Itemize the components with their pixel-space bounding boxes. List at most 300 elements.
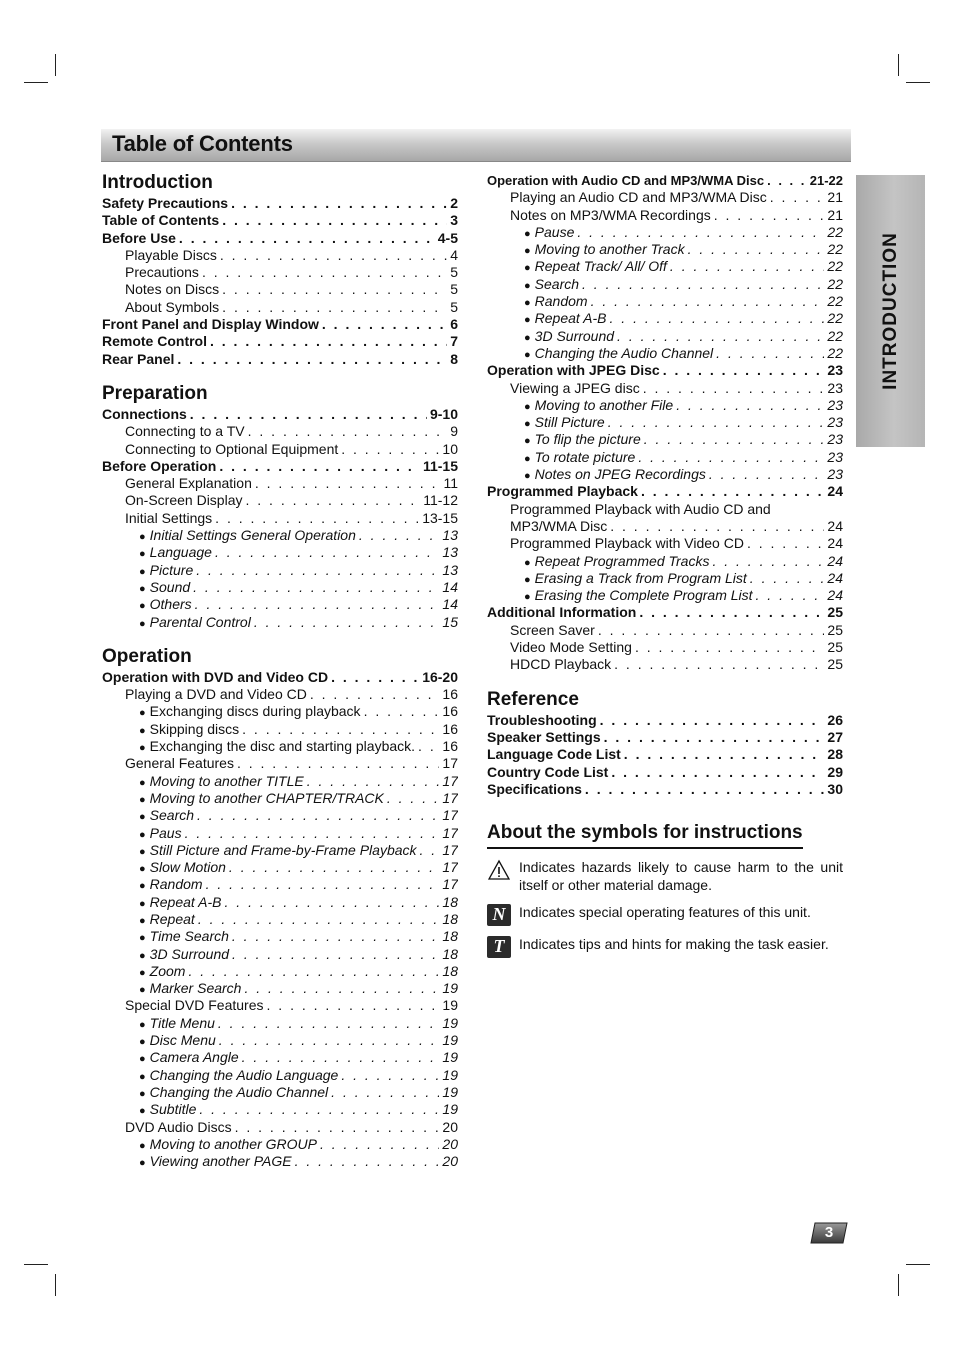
toc-entry-label: Operation with DVD and Video CD	[102, 668, 329, 685]
bullet-icon: ●	[524, 418, 531, 431]
toc-entry-label: Search	[149, 807, 195, 824]
toc-entry-page: 25	[827, 604, 843, 621]
toc-entry[interactable]	[487, 764, 843, 781]
toc-entry[interactable]	[487, 189, 843, 206]
symbol-item	[487, 936, 843, 958]
toc-entry-label: 3D Surround	[149, 945, 230, 962]
dot-leader	[222, 281, 447, 298]
toc-entry-label: Connecting to a TV	[125, 423, 245, 440]
toc-entry-page: 18	[442, 893, 458, 910]
toc-entry[interactable]	[102, 876, 458, 893]
toc-entry-label: Still Picture	[534, 414, 605, 431]
toc-entry-page: 18	[442, 945, 458, 962]
toc-entry[interactable]	[102, 738, 458, 755]
toc-entry-label: Zoom	[149, 962, 186, 979]
toc-entry-page: 23	[827, 448, 843, 465]
toc-entry-page: 3	[450, 212, 458, 229]
toc-entry[interactable]	[102, 773, 458, 790]
dot-leader	[232, 928, 440, 945]
toc-entry-label: Notes on MP3/WMA Recordings	[510, 206, 711, 223]
toc-entry[interactable]	[102, 790, 458, 807]
toc-entry[interactable]	[102, 579, 458, 596]
toc-entry[interactable]	[102, 333, 458, 350]
toc-entry[interactable]	[102, 1067, 458, 1084]
toc-entry[interactable]	[102, 1101, 458, 1118]
toc-entry[interactable]	[487, 587, 843, 604]
toc-entry-label: Notes on JPEG Recordings	[534, 466, 706, 483]
dot-leader	[770, 189, 825, 206]
toc-entry-label: Initial Settings General Operation	[149, 527, 356, 544]
dot-leader	[341, 1067, 439, 1084]
toc-entry[interactable]	[102, 527, 458, 544]
toc-entry[interactable]	[487, 328, 843, 345]
toc-entry-page: 22	[827, 241, 843, 258]
toc-entry-page: 23	[827, 414, 843, 431]
bullet-icon: ●	[139, 707, 146, 720]
dot-leader	[193, 579, 439, 596]
dot-leader	[185, 825, 440, 842]
toc-entry-page: 19	[442, 1014, 458, 1031]
toc-entry-page: 22	[827, 344, 843, 361]
toc-entry-page: 16	[442, 686, 458, 703]
toc-left-column	[102, 172, 458, 1170]
title-bar	[101, 129, 851, 162]
toc-entry-page: 24	[827, 483, 843, 500]
bullet-icon: ●	[524, 400, 531, 413]
dot-leader	[610, 518, 824, 535]
toc-entry[interactable]	[102, 721, 458, 738]
dot-leader	[611, 764, 824, 781]
toc-entry-page: 18	[442, 910, 458, 927]
toc-entry-label: Front Panel and Display Window	[102, 316, 319, 333]
toc-entry[interactable]	[102, 1119, 458, 1136]
toc-entry[interactable]	[487, 449, 843, 466]
toc-entry-label: Remote Control	[102, 333, 207, 350]
bullet-icon: ●	[524, 245, 531, 258]
toc-entry[interactable]	[487, 746, 843, 763]
toc-entry[interactable]	[487, 293, 843, 310]
dot-leader	[331, 1084, 439, 1101]
toc-entry[interactable]	[102, 963, 458, 980]
toc-entry-label: Special DVD Features	[125, 997, 264, 1014]
dot-leader	[190, 406, 427, 423]
toc-entry[interactable]	[102, 562, 458, 579]
toc-entry[interactable]	[487, 570, 843, 587]
dot-leader	[420, 842, 440, 859]
symbol-description: Indicates special operating features of this unit.	[519, 904, 811, 921]
dot-leader	[643, 380, 825, 397]
dot-leader	[364, 703, 440, 720]
toc-entry[interactable]	[487, 172, 843, 189]
toc-entry-label: Picture	[149, 561, 194, 578]
toc-entry-page: 22	[827, 258, 843, 275]
section-heading: Preparation	[102, 382, 208, 404]
toc-entry-page: 2	[450, 195, 458, 211]
toc-entry-label: Moving to another GROUP	[149, 1135, 317, 1152]
toc-entry-label: Random	[534, 293, 588, 310]
toc-entry[interactable]	[102, 859, 458, 876]
toc-entry-label: Repeat	[149, 910, 195, 927]
toc-entry[interactable]	[102, 946, 458, 963]
toc-entry[interactable]	[487, 224, 843, 241]
dot-leader	[663, 362, 825, 379]
toc-entry[interactable]	[487, 712, 843, 729]
toc-entry[interactable]	[487, 258, 843, 275]
bullet-icon: ●	[139, 1105, 146, 1118]
toc-entry-label: MP3/WMA Disc	[510, 517, 608, 534]
toc-entry-page: 24	[827, 535, 843, 552]
bullet-icon: ●	[139, 1087, 146, 1100]
dot-leader	[624, 746, 825, 763]
toc-entry-page: 24	[827, 569, 843, 586]
toc-entry[interactable]	[487, 656, 843, 673]
dot-leader	[254, 614, 440, 631]
bullet-icon: ●	[139, 845, 146, 858]
toc-entry-page: 20	[442, 1118, 458, 1135]
dot-leader	[232, 946, 439, 963]
toc-entry-label: Exchanging the disc and starting playback.	[149, 738, 416, 755]
toc-entry[interactable]	[487, 639, 843, 656]
dot-leader	[756, 587, 825, 604]
toc-entry[interactable]	[102, 195, 458, 212]
toc-entry-label: Language	[149, 544, 212, 561]
toc-entry-page: 7	[450, 333, 458, 350]
toc-entry[interactable]	[102, 458, 458, 475]
toc-entry[interactable]	[102, 475, 458, 492]
bullet-icon: ●	[139, 1139, 146, 1152]
bullet-icon: ●	[139, 548, 146, 561]
toc-entry-label: Programmed Playback with Video CD	[510, 535, 744, 552]
dot-leader	[197, 807, 439, 824]
toc-entry[interactable]	[102, 230, 458, 247]
toc-entry[interactable]	[102, 1084, 458, 1101]
toc-entry[interactable]	[102, 544, 458, 561]
dot-leader	[237, 755, 439, 772]
toc-right-sections	[487, 172, 843, 798]
dot-leader	[235, 1119, 440, 1136]
bullet-icon: ●	[139, 863, 146, 876]
toc-entry-label: Random	[149, 876, 203, 893]
toc-entry-label: Repeat A-B	[534, 310, 607, 327]
dot-leader	[307, 773, 440, 790]
dot-leader	[598, 622, 825, 639]
dot-leader	[195, 596, 440, 613]
toc-entry-page: 6	[450, 316, 458, 333]
dot-leader	[600, 712, 825, 729]
toc-entry[interactable]	[487, 345, 843, 362]
toc-entry-label: Additional Information	[487, 604, 637, 621]
toc-entry[interactable]	[487, 380, 843, 397]
toc-entry-page: 5	[450, 298, 458, 315]
toc-entry-page: 4-5	[437, 229, 458, 246]
toc-entry[interactable]	[102, 299, 458, 316]
toc-entry-page: 11-12	[423, 492, 458, 509]
toc-right-column	[487, 172, 843, 958]
bullet-icon: ●	[139, 966, 146, 979]
toc-entry-label: Screen Saver	[510, 621, 595, 638]
toc-entry[interactable]	[487, 553, 843, 570]
toc-entry[interactable]	[102, 669, 458, 686]
toc-entry[interactable]	[102, 911, 458, 928]
page-title: Table of Contents	[112, 131, 293, 156]
toc-entry[interactable]	[102, 980, 458, 997]
toc-entry-page: 17	[442, 755, 458, 772]
dot-leader	[617, 328, 824, 345]
toc-entry[interactable]	[102, 1015, 458, 1032]
toc-entry[interactable]	[102, 423, 458, 440]
toc-entry-label: Slow Motion	[149, 859, 226, 876]
page-number: 3	[824, 1224, 834, 1241]
toc-entry[interactable]	[102, 441, 458, 458]
toc-entry-label: Repeat A-B	[149, 893, 222, 910]
toc-entry-label: Changing the Audio Channel	[534, 344, 714, 361]
toc-entry-page: 22	[827, 327, 843, 344]
toc-entry[interactable]	[102, 686, 458, 703]
toc-entry[interactable]	[102, 316, 458, 333]
symbol-description: Indicates tips and hints for making the task easier.	[519, 936, 829, 953]
toc-entry[interactable]	[102, 492, 458, 509]
crop-mark-bottom-left-h	[24, 1264, 48, 1265]
dot-leader	[188, 963, 439, 980]
toc-entry-page: 22	[827, 223, 843, 240]
bullet-icon: ●	[139, 949, 146, 962]
toc-entry-page: 25	[827, 656, 843, 673]
toc-entry[interactable]	[487, 431, 843, 448]
toc-entry-page: 19	[442, 1066, 458, 1083]
toc-entry-label: Erasing the Complete Program List	[534, 587, 753, 604]
dot-leader	[219, 1032, 440, 1049]
dot-leader	[215, 544, 439, 561]
toc-entry-page: 21	[827, 189, 843, 206]
toc-entry[interactable]	[487, 310, 843, 327]
dot-leader	[644, 431, 825, 448]
toc-entry-label: Initial Settings	[125, 509, 213, 526]
dot-leader	[359, 527, 440, 544]
toc-entry-page: 23	[827, 396, 843, 413]
toc-entry-label: Subtitle	[149, 1101, 197, 1118]
toc-entry[interactable]	[102, 1136, 458, 1153]
toc-entry[interactable]	[102, 1153, 458, 1170]
toc-entry-page: 16-20	[422, 668, 458, 685]
toc-entry-label: Viewing another PAGE	[149, 1153, 292, 1170]
toc-entry-page: 16	[442, 738, 458, 755]
toc-entry-page: 28	[827, 746, 843, 763]
dot-leader	[716, 345, 824, 362]
toc-entry[interactable]	[487, 362, 843, 379]
toc-entry[interactable]	[102, 510, 458, 527]
toc-entry[interactable]	[102, 997, 458, 1014]
bullet-icon: ●	[139, 742, 146, 755]
toc-entry[interactable]	[102, 807, 458, 824]
dot-leader	[198, 911, 440, 928]
toc-entry-label: Country Code List	[487, 763, 609, 780]
toc-entry-page: 8	[450, 350, 458, 367]
bullet-icon: ●	[524, 331, 531, 344]
toc-entry-page: 26	[827, 711, 843, 728]
dot-leader	[747, 535, 824, 552]
toc-entry-page: 19	[442, 980, 458, 997]
symbols-list	[487, 859, 843, 958]
toc-entry-label: Repeat Track/ All/ Off	[534, 258, 667, 275]
crop-mark-top-right-v	[898, 54, 899, 76]
toc-entry[interactable]	[102, 247, 458, 264]
toc-entry[interactable]	[487, 241, 843, 258]
bullet-icon: ●	[524, 573, 531, 586]
toc-entry-label: Title Menu	[149, 1014, 215, 1031]
bullet-icon: ●	[139, 582, 146, 595]
toc-entry-label: HDCD Playback	[510, 656, 612, 673]
toc-entry-label: Erasing a Track from Program List	[534, 569, 747, 586]
toc-entry-label: Playing an Audio CD and MP3/WMA Disc	[510, 189, 767, 206]
toc-entry-page: 21-22	[809, 173, 843, 188]
toc-entry[interactable]	[102, 755, 458, 772]
toc-entry-page: 14	[442, 578, 458, 595]
dot-leader	[177, 351, 447, 368]
toc-entry[interactable]	[102, 928, 458, 945]
toc-entry-label: Still Picture and Frame-by-Frame Playback	[149, 841, 417, 858]
toc-entry[interactable]	[487, 781, 843, 798]
toc-entry[interactable]	[487, 518, 843, 535]
toc-entry[interactable]	[102, 825, 458, 842]
bullet-icon: ●	[139, 897, 146, 910]
toc-entry-page: 5	[450, 264, 458, 281]
crop-mark-top-left-h	[24, 82, 48, 83]
bullet-icon: ●	[139, 617, 146, 630]
toc-entry-label: General Features	[125, 755, 234, 772]
toc-entry[interactable]	[102, 894, 458, 911]
toc-entry-page: 23	[827, 431, 843, 448]
toc-entry-label: Repeat Programmed Tracks	[534, 552, 710, 569]
toc-entry-label: Moving to another File	[534, 396, 674, 413]
toc-entry-label: Disc Menu	[149, 1032, 216, 1049]
toc-entry-page: 13-15	[422, 509, 458, 526]
dot-leader	[202, 264, 447, 281]
toc-entry-label: Changing the Audio Language	[149, 1066, 339, 1083]
about-symbols-section	[487, 798, 843, 958]
dot-leader	[591, 293, 825, 310]
toc-entry-label: Viewing a JPEG disc	[510, 379, 640, 396]
toc-entry-label: Notes on Discs	[125, 281, 220, 298]
toc-entry-page: 19	[442, 997, 458, 1014]
dot-leader	[199, 1101, 439, 1118]
section-heading: Operation	[102, 645, 192, 667]
toc-entry[interactable]	[102, 614, 458, 631]
dot-leader	[196, 562, 439, 579]
toc-entry[interactable]	[487, 207, 843, 224]
toc-entry-label: Operation with Audio CD and MP3/WMA Disc	[487, 173, 765, 188]
about-symbols-title: About the symbols for instructions	[487, 822, 803, 849]
toc-entry-page: 13	[442, 544, 458, 561]
toc-entry[interactable]	[487, 466, 843, 483]
toc-entry-label: Moving to another CHAPTER/TRACK	[149, 789, 384, 806]
toc-entry-label: Sound	[149, 578, 191, 595]
toc-entry-page: 10	[442, 440, 458, 457]
crop-mark-bottom-left-v	[55, 1274, 56, 1296]
toc-entry-label: Playable Discs	[125, 246, 217, 263]
dot-leader	[582, 276, 824, 293]
dot-leader	[222, 212, 447, 229]
crop-mark-bottom-right-h	[906, 1264, 930, 1265]
toc-entry[interactable]	[487, 729, 843, 746]
tip-t-icon: T	[487, 936, 511, 958]
toc-entry-page: 19	[442, 1083, 458, 1100]
toc-entry-label: Programmed Playback	[487, 483, 638, 500]
dot-leader	[767, 172, 807, 189]
dot-leader	[585, 781, 825, 798]
toc-entry-page: 14	[442, 596, 458, 613]
dot-leader	[310, 686, 440, 703]
toc-entry-page: 4	[450, 246, 458, 263]
dot-leader	[635, 639, 824, 656]
toc-entry-page: 11-15	[422, 457, 458, 474]
toc-entry[interactable]	[102, 596, 458, 613]
dot-leader	[670, 258, 825, 275]
toc-entry[interactable]	[487, 414, 843, 431]
toc-entry[interactable]	[102, 212, 458, 229]
dot-leader	[688, 241, 825, 258]
dot-leader	[231, 195, 447, 212]
toc-entry-label: Playing a DVD and Video CD	[125, 686, 307, 703]
dot-leader	[218, 1015, 440, 1032]
toc-entry[interactable]	[487, 622, 843, 639]
dot-leader	[242, 721, 439, 738]
bullet-icon: ●	[524, 279, 531, 292]
toc-entry[interactable]	[487, 276, 843, 293]
toc-entry-label: Connecting to Optional Equipment	[125, 440, 339, 457]
bullet-icon: ●	[524, 262, 531, 275]
dot-leader	[750, 570, 825, 587]
toc-entry[interactable]	[102, 264, 458, 281]
toc-entry-page: 19	[442, 1032, 458, 1049]
toc-entry[interactable]	[102, 406, 458, 423]
toc-entry[interactable]	[487, 397, 843, 414]
bullet-icon: ●	[524, 314, 531, 327]
toc-entry-page: 15	[442, 613, 458, 630]
toc-entry[interactable]	[102, 703, 458, 720]
bullet-icon: ●	[524, 435, 531, 448]
toc-entry-page: 30	[827, 780, 843, 797]
dot-leader	[608, 414, 825, 431]
bullet-icon: ●	[524, 227, 531, 240]
toc-entry[interactable]	[487, 535, 843, 552]
dot-leader	[639, 604, 824, 621]
side-tab-label: INTRODUCTION	[879, 232, 901, 390]
toc-entry[interactable]	[102, 281, 458, 298]
bullet-icon: ●	[139, 880, 146, 893]
toc-entry[interactable]	[487, 483, 843, 500]
bullet-icon: ●	[139, 932, 146, 945]
toc-entry-page: 25	[827, 639, 843, 656]
toc-entry-label: To rotate picture	[534, 448, 636, 465]
dot-leader	[225, 894, 440, 911]
toc-entry-page: 19	[442, 1049, 458, 1066]
dot-leader	[638, 449, 824, 466]
section-heading: Reference	[487, 688, 579, 710]
crop-mark-top-left-v	[55, 54, 56, 76]
bullet-icon: ●	[139, 1157, 146, 1170]
toc-entry[interactable]	[487, 604, 843, 621]
toc-entry[interactable]	[102, 1032, 458, 1049]
section-side-tab	[856, 175, 925, 447]
toc-entry-label: On-Screen Display	[125, 492, 243, 509]
toc-entry-page: 16	[442, 703, 458, 720]
toc-entry[interactable]	[102, 1049, 458, 1066]
crop-mark-top-right-h	[906, 82, 930, 83]
dot-leader	[641, 483, 824, 500]
toc-entry[interactable]	[102, 842, 458, 859]
toc-entry[interactable]	[102, 351, 458, 368]
toc-entry-label: Time Search	[149, 928, 229, 945]
